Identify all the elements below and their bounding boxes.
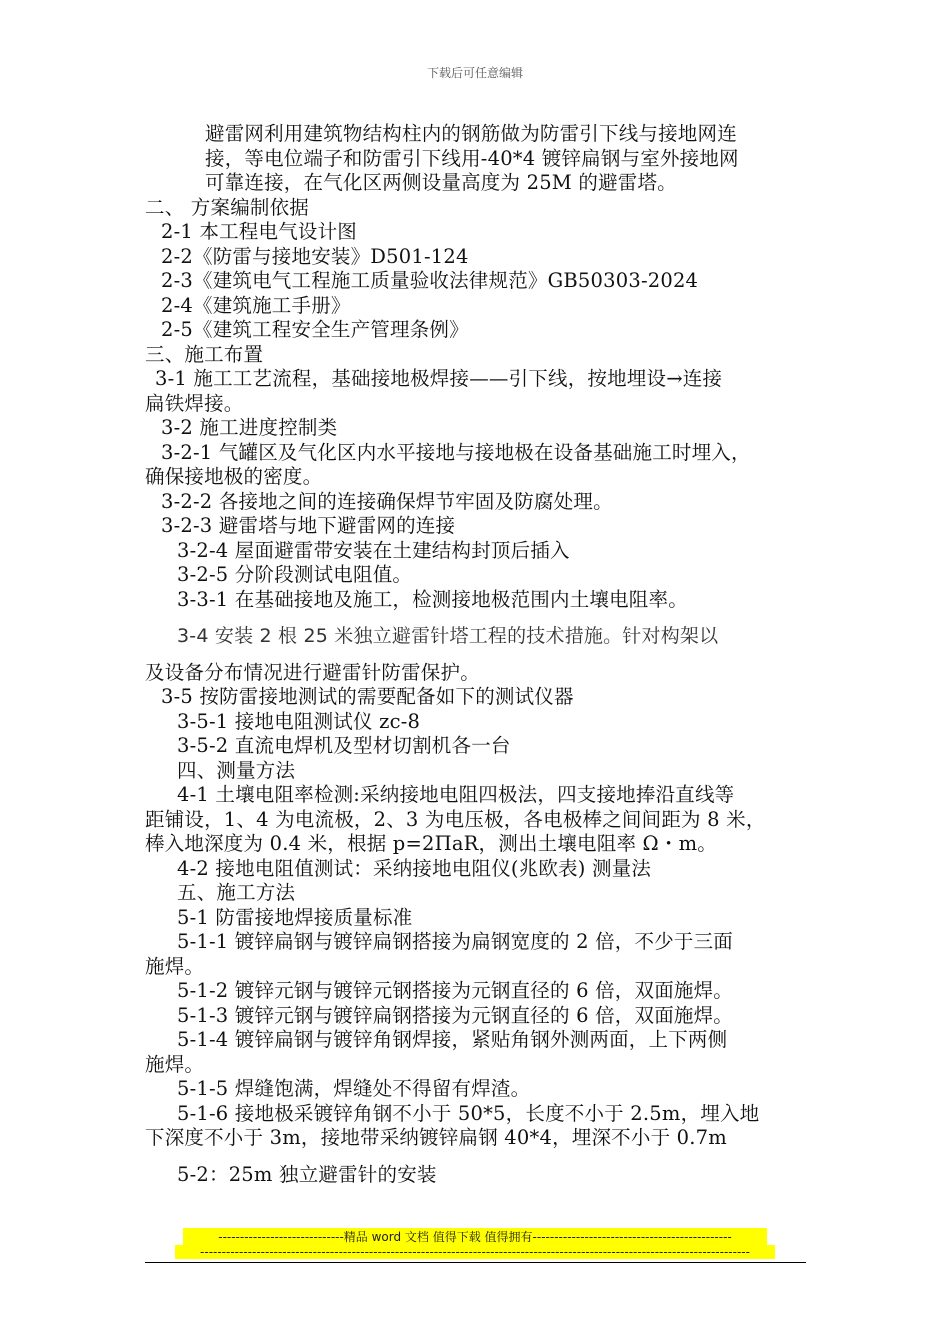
text-line: 可靠连接，在气化区两侧设量高度为 25M 的避雷塔。 (205, 171, 677, 194)
text-line: 4-1 土壤电阻率检测:采纳接地电阻四极法，四支接地捧沿直线等 (177, 783, 735, 806)
footer-rule (145, 1262, 806, 1263)
text-line: 3-2-4 屋面避雷带安装在土建结构封顶后插入 (177, 538, 570, 562)
text-line: 施焊。 (145, 1052, 205, 1076)
text-line: 3-2-2 各接地之间的连接确保焊节牢固及防腐处理。 (161, 489, 613, 513)
text-line: 3-2 施工进度控制类 (161, 416, 338, 439)
footer-line-1: -----------------------------精品 word 文档 值得下载 值得拥有---------------------------------------------- (183, 1228, 767, 1245)
text-line: 棒入地深度为 0.4 米，根据 p=2ΠaR，测出土壤电阻率 Ω・m。 (145, 832, 718, 855)
text-line: 5-1-2 镀锌元钢与镀锌元钢搭接为元钢直径的 6 倍，双面施焊。 (177, 979, 733, 1002)
text-line: 3-1 施工工艺流程，基础接地极焊接——引下线，按地埋设→连接 (155, 367, 723, 390)
text-line: 5-1-6 接地极采镀锌角钢不小于 50*5，长度不小于 2.5m，埋入地 (177, 1101, 760, 1125)
text-line: 2-5《建筑工程安全生产管理条例》 (161, 318, 469, 341)
text-line: 3-2-5 分阶段测试电阻值。 (177, 563, 413, 586)
footer-banner-2 (0, 1245, 950, 1262)
text-line: 3-2-1 气罐区及气化区内水平接地与接地极在设备基础施工时埋入， (161, 440, 751, 464)
page-header: 下载后可任意编辑 (426, 66, 523, 80)
text-line: 3-2-3 避雷塔与地下避雷网的连接 (161, 514, 456, 537)
text-line: 2-1 本工程电气设计图 (161, 220, 358, 243)
text-line: 扁铁焊接。 (145, 391, 244, 415)
text-line: 5-1-5 焊缝饱满，焊缝处不得留有焊渣。 (177, 1077, 531, 1100)
document-body (145, 122, 815, 1187)
text-line: 四、测量方法 (177, 758, 296, 782)
text-line: 距铺设，1、4 为电流极，2、3 为电压极，各电极棒之间间距为 8 米， (145, 807, 766, 831)
text-line: 确保接地极的密度。 (145, 465, 323, 488)
text-line: 五、施工方法 (177, 881, 296, 904)
text-line: 二、 方案编制依据 (145, 195, 309, 219)
text-line: 5-1-4 镀锌扁钢与镀锌角钢焊接，紧贴角钢外测两面，上下两侧 (177, 1028, 728, 1051)
text-line: 4-2 接地电阻值测试：采纳接地电阻仪(兆欧表) 测量法 (177, 856, 652, 880)
text-line: 施焊。 (145, 954, 205, 978)
text-line: 2-4《建筑施工手册》 (161, 293, 351, 317)
text-line: 5-1-1 镀锌扁钢与镀锌扁钢搭接为扁钢宽度的 2 倍，不少于三面 (177, 930, 733, 953)
text-line: 5-1 防雷接地焊接质量标准 (177, 905, 413, 929)
text-line: 及设备分布情况进行避雷针防雷保护。 (145, 660, 480, 684)
footer-line-2: ------------------------------------------------------------------------------------------------------------------------------- (175, 1245, 775, 1259)
text-line: 避雷网利用建筑物结构柱内的钢筋做为防雷引下线与接地网连 (205, 122, 737, 145)
text-line: 3-5-1 接地电阻测试仪 zc-8 (177, 709, 421, 733)
text-line: 5-1-3 镀锌元钢与镀锌扁钢搭接为元钢直径的 6 倍，双面施焊。 (177, 1003, 733, 1027)
text-line: 接，等电位端子和防雷引下线用-40*4 镀锌扁钢与室外接地网 (205, 146, 739, 170)
text-line: 3-4 安装 2 根 25 米独立避雷针塔工程的技术措施。针对构架以 (177, 625, 719, 647)
text-line: 3-5 按防雷接地测试的需要配备如下的测试仪器 (161, 685, 574, 708)
text-line: 3-3-1 在基础接地及施工，检测接地极范围内土壤电阻率。 (177, 587, 688, 611)
text-line: 5-2：25m 独立避雷针的安装 (177, 1162, 437, 1186)
text-line: 3-5-2 直流电焊机及型材切割机各一台 (177, 734, 511, 757)
text-line: 2-2《防雷与接地安装》D501-124 (161, 244, 469, 268)
text-line: 三、施工布置 (145, 342, 264, 366)
text-line: 下深度不小于 3m，接地带采纳镀锌扁钢 40*4，埋深不小于 0.7m (145, 1126, 727, 1149)
text-line: 2-3《建筑电气工程施工质量验收法律规范》GB50303-2024 (161, 269, 699, 292)
